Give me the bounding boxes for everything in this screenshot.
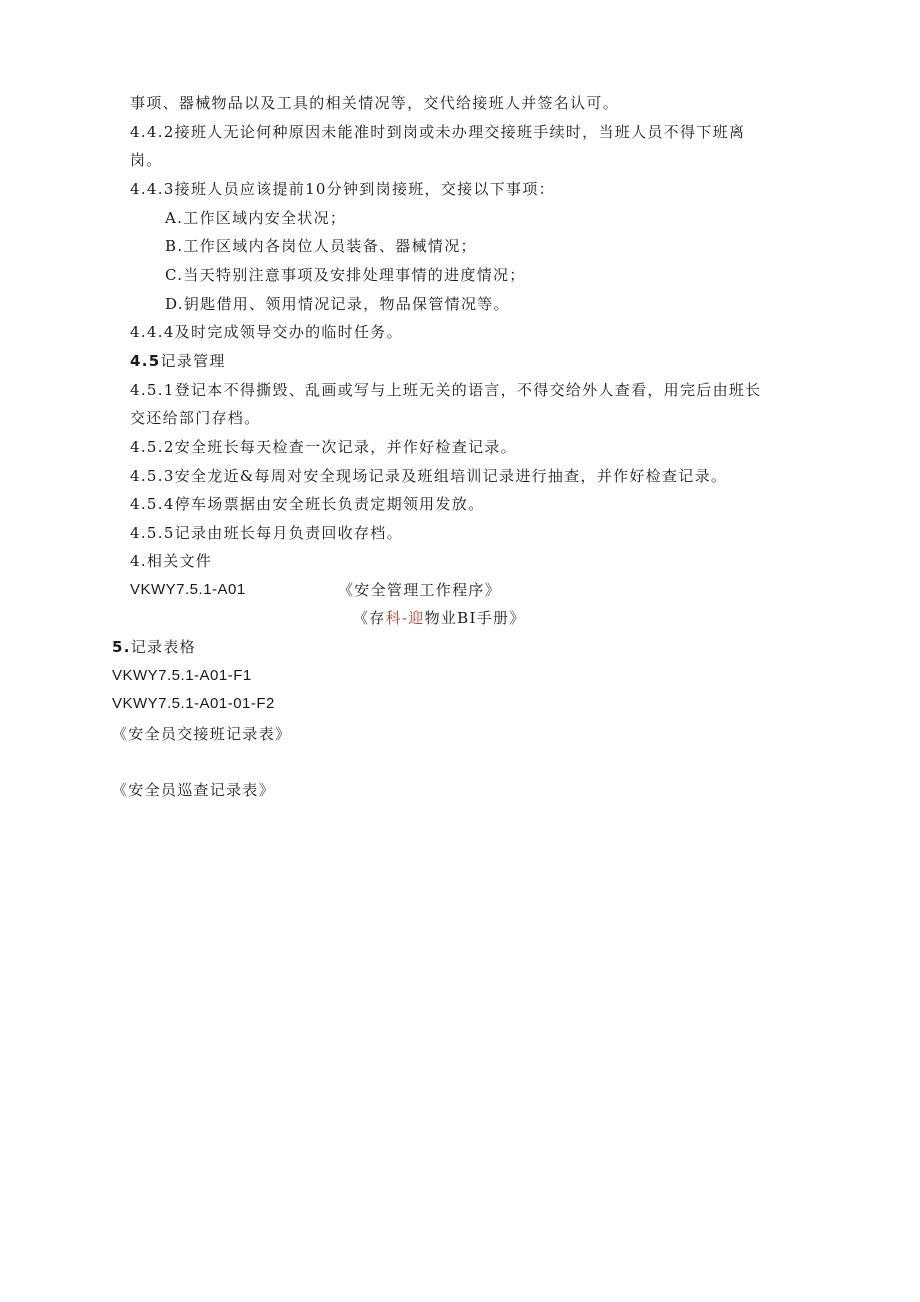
list-item-a: A.工作区域内安全状况； xyxy=(165,209,347,227)
clause-4-5-1: 4.5.1登记本不得撕毁、乱画或写与上班无关的语言，不得交给外人查看，用完后由班长 xyxy=(130,381,762,399)
list-item-d: D.钥匙借用、领用情况记录，物品保管情况等。 xyxy=(165,295,510,313)
section-heading-record-forms xyxy=(112,637,196,657)
section-number: 4.5 xyxy=(130,352,161,370)
doc-title-part-highlight: 科-迎 xyxy=(385,609,425,627)
form-code: VKWY7.5.1-A01-F1 xyxy=(112,667,252,684)
clause-4-5-5: 4.5.5记录由班长每月负责回收存档。 xyxy=(130,524,403,542)
form-code: VKWY7.5.1-A01-01-F2 xyxy=(112,695,275,712)
doc-title: 《安全管理工作程序》 xyxy=(338,581,502,599)
form-title: 《安全员巡查记录表》 xyxy=(112,781,276,799)
clause-4-5-3: 4.5.3安全龙近&每周对安全现场记录及班组培训记录进行抽查，并作好检查记录。 xyxy=(130,467,728,485)
section-title: 记录表格 xyxy=(130,638,196,656)
section-heading-4-5 xyxy=(130,351,226,371)
doc-code: VKWY7.5.1-A01 xyxy=(130,581,246,598)
doc-title xyxy=(353,608,526,628)
clause-4-4-2: 4.4.2接班人无论何种原因未能准时到岗或未办理交接班手续时，当班人员不得下班离 xyxy=(130,123,746,141)
clause-4-5-2: 4.5.2安全班长每天检查一次记录，并作好检查记录。 xyxy=(130,438,517,456)
section-number: 5. xyxy=(112,638,131,656)
doc-title-part: 《存 xyxy=(353,609,386,627)
list-item-c: C.当天特别注意事项及安排处理事情的进度情况； xyxy=(165,266,526,284)
section-heading-related-docs: 4.相关文件 xyxy=(130,552,213,570)
text-line: 事项、器械物品以及工具的相关情况等，交代给接班人并签名认可。 xyxy=(130,94,620,112)
clause-4-4-4: 4.4.4及时完成领导交办的临时任务。 xyxy=(130,323,403,341)
form-title: 《安全员交接班记录表》 xyxy=(112,725,292,743)
text-line: 交还给部门存档。 xyxy=(130,409,261,427)
doc-title-part: 物业BI手册》 xyxy=(424,609,526,627)
section-title: 记录管理 xyxy=(160,352,226,370)
list-item-b: B.工作区域内各岗位人员装备、器械情况； xyxy=(165,237,477,255)
clause-4-4-3: 4.4.3接班人员应该提前10分钟到岗接班，交接以下事项： xyxy=(130,180,555,198)
clause-4-5-4: 4.5.4停车场票据由安全班长负责定期领用发放。 xyxy=(130,495,485,513)
text-line: 岗。 xyxy=(130,151,163,169)
